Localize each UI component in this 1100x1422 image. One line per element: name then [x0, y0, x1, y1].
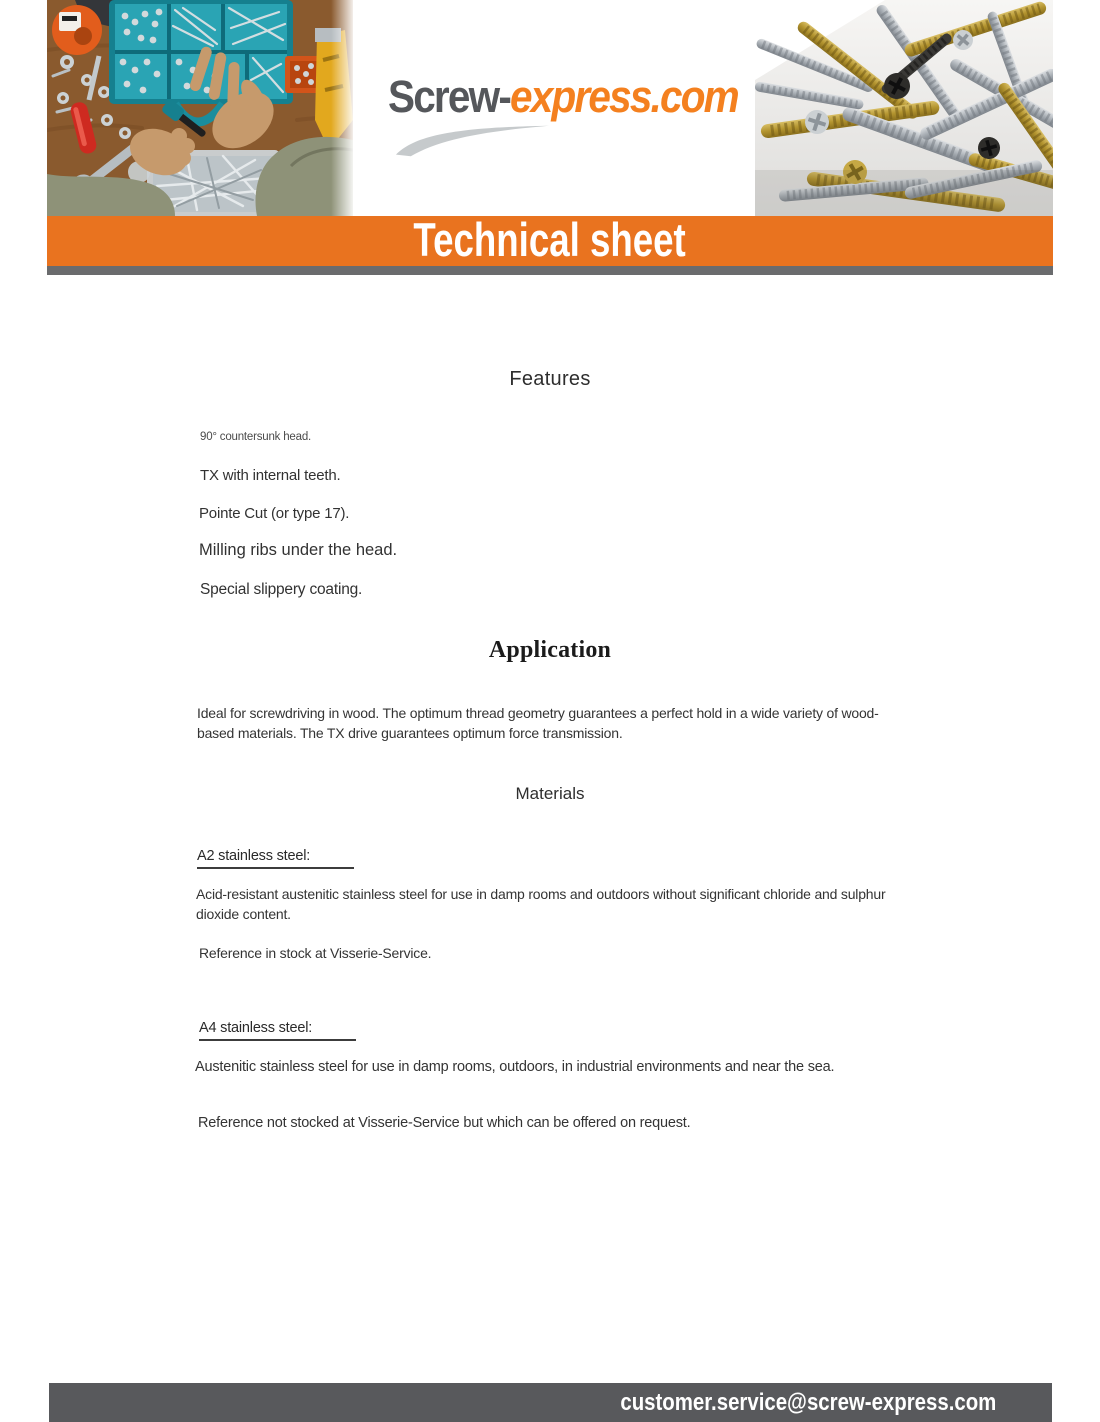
brand-name-prefix: Screw- — [388, 71, 511, 122]
feature-item: Special slippery coating. — [200, 581, 363, 598]
screws-pile-photo — [755, 0, 1053, 216]
logo-swoosh-icon — [393, 124, 551, 158]
application-title: Application — [488, 637, 612, 663]
features-title: Features — [509, 368, 591, 390]
material-a2-heading — [197, 848, 354, 869]
material-a4-heading — [199, 1020, 356, 1041]
tape-measure — [52, 5, 102, 55]
material-a2-description: Acid-resistant austenitic stainless steel for use in damp rooms and outdoors without significant chloride and sulphur dioxide content. — [196, 886, 886, 922]
header-divider — [47, 266, 1053, 275]
feature-item: Pointe Cut (or type 17). — [199, 505, 350, 522]
banner-title: Technical sheet — [413, 213, 687, 266]
feature-item: Milling ribs under the head. — [199, 541, 398, 559]
material-a2-heading-text: A2 stainless steel: — [197, 848, 354, 869]
workbench-photo — [47, 0, 353, 216]
screws-pile-illustration — [755, 0, 1053, 216]
feature-item: TX with internal teeth. — [200, 467, 341, 484]
banner — [47, 213, 1053, 266]
materials-title: Materials — [515, 784, 585, 803]
brand-name-suffix: express.com — [510, 71, 738, 122]
feature-item: 90° countersunk head. — [200, 431, 312, 443]
brand-logo — [388, 71, 748, 164]
footer-bar — [49, 1383, 1052, 1422]
workbench-photo-illustration — [47, 0, 353, 216]
material-a4-heading-text: A4 stainless steel: — [199, 1020, 356, 1041]
brand-logo-text — [388, 71, 738, 122]
footer-email: customer.service@screw-express.com — [620, 1388, 996, 1416]
material-a4-description: Austenitic stainless steel for use in damp rooms, outdoors, in industrial environments and near the sea. — [195, 1059, 835, 1075]
material-a4-reference: Reference not stocked at Visserie-Service but which can be offered on request. — [198, 1115, 691, 1131]
material-a2-reference: Reference in stock at Visserie-Service. — [199, 945, 432, 961]
application-body: Ideal for screwdriving in wood. The optimum thread geometry guarantees a perfect hold in a wide variety of wood-based materials. The TX drive guarantees optimum force transmission. — [197, 705, 879, 741]
